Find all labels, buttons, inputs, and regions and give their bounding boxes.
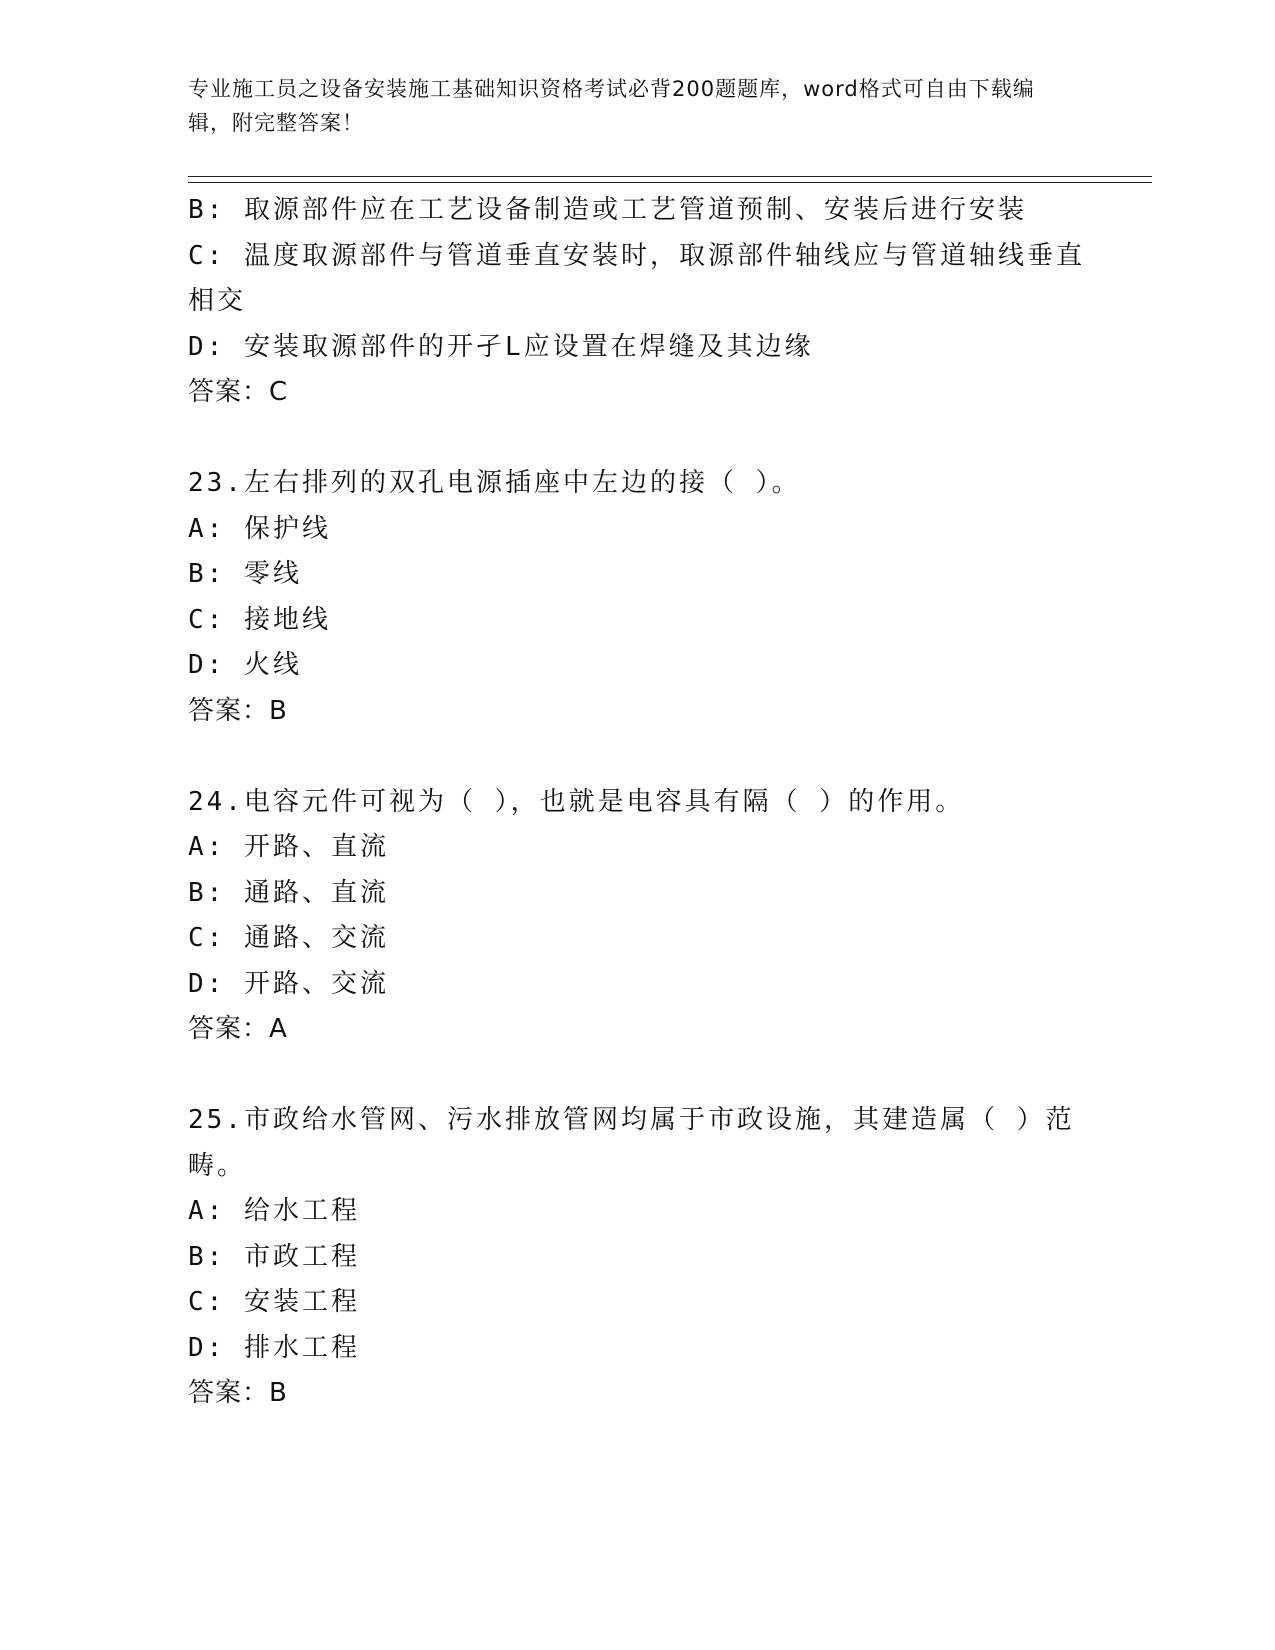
option-d: D: 安装取源部件的开孑L应设置在焊缝及其边缘 — [188, 331, 814, 362]
option-a: A: 开路、直流 — [188, 832, 389, 862]
answer: 答案：A — [188, 1014, 288, 1044]
option-c: C: 安装工程 — [188, 1287, 360, 1317]
header-divider-top — [188, 176, 1152, 177]
document-header: 专业施工员之设备安装施工基础知识资格考试必背200题题库，word格式可自由下载编辑，附完整答案！ — [188, 77, 1035, 135]
answer: 答案：B — [188, 1378, 288, 1408]
option-c: C: 温度取源部件与管道垂直安装时，取源部件轴线应与管道轴线垂直相交 — [188, 240, 1085, 316]
option-d: D: 开路、交流 — [188, 968, 389, 999]
option-c: C: 接地线 — [188, 604, 331, 635]
question-stem: 25.市政给水管网、污水排放管网均属于市政设施，其建造属（ ）范畴。 — [188, 1105, 1075, 1181]
spacer — [188, 416, 1088, 462]
spacer — [188, 1053, 1088, 1099]
question-24 — [188, 780, 1088, 1053]
question-25 — [188, 1098, 1088, 1417]
question-23 — [188, 461, 1088, 734]
answer: 答案：B — [188, 695, 288, 726]
option-b: B: 零线 — [188, 559, 302, 589]
question-stem: 23.左右排列的双孔电源插座中左边的接（ ）。 — [188, 468, 801, 498]
option-b: B: 市政工程 — [188, 1241, 360, 1272]
option-c: C: 通路、交流 — [188, 923, 389, 953]
answer: 答案：C — [188, 377, 289, 407]
option-a: A: 保护线 — [188, 513, 331, 544]
option-d: D: 火线 — [188, 650, 302, 680]
header-divider-bottom — [188, 182, 1152, 183]
spacer — [188, 734, 1088, 780]
option-a: A: 给水工程 — [188, 1196, 360, 1226]
question-stem: 24.电容元件可视为（ ），也就是电容具有隔（ ）的作用。 — [188, 786, 965, 817]
option-b: B: 取源部件应在工艺设备制造或工艺管道预制、安装后进行安装 — [188, 195, 1027, 225]
option-b: B: 通路、直流 — [188, 877, 389, 908]
question-22-tail — [188, 188, 1088, 416]
option-d: D: 排水工程 — [188, 1332, 360, 1363]
question-list — [188, 188, 1088, 1417]
